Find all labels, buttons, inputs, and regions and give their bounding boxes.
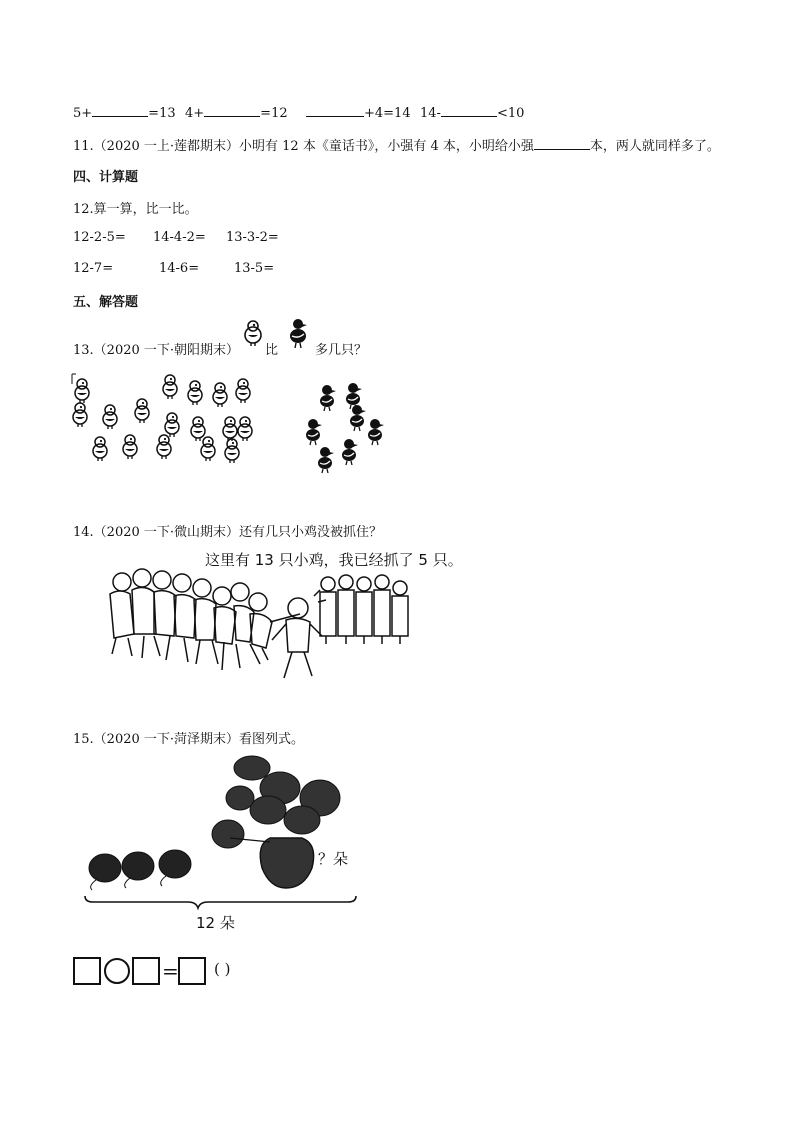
q13-question: 13.（2020 一下·朝阳期末） xyxy=(73,343,240,358)
q12-expression: 14-4-2= xyxy=(153,230,206,245)
q15-total-label: 12 朵 xyxy=(196,914,235,932)
q12-expression: 12-7= xyxy=(73,261,114,276)
chick-icon xyxy=(225,439,239,463)
flowers-vase-illustration xyxy=(80,758,360,908)
q10-equation-4: 14- <10 xyxy=(420,106,525,121)
chick-icon xyxy=(163,375,177,399)
section-title-word-problems: 五、解答题 xyxy=(73,295,139,310)
answer-blank[interactable] xyxy=(204,104,260,117)
duckling-icon xyxy=(320,385,336,411)
duckling-icon xyxy=(346,383,362,409)
duckling-icon xyxy=(318,447,334,473)
chick-icon xyxy=(165,413,179,437)
q12-expression: 12-2-5= xyxy=(73,230,126,245)
equals-sign: = xyxy=(162,959,179,983)
chick-icon xyxy=(135,399,149,423)
q11-question: 11.（2020 一上·莲都期末）小明有 12 本《童话书》，小强有 4 本，小明给小强 本，两人就同样多了。 xyxy=(73,139,720,154)
answer-blank[interactable] xyxy=(92,104,148,117)
q14-question: 14.（2020 一下·微山期末）还有几只小鸡没被抓住？ xyxy=(73,525,383,540)
q13-duckling-group xyxy=(295,380,405,475)
answer-box[interactable] xyxy=(178,957,206,985)
q12-stem: 12.算一算，比一比。 xyxy=(73,202,198,217)
chick-icon xyxy=(201,437,215,461)
q12-expression: 13-3-2= xyxy=(226,230,279,245)
chick-icon xyxy=(157,435,171,459)
chick-icon xyxy=(236,379,250,403)
q10-equation-1: 5+ =13 xyxy=(73,106,176,121)
duckling-icon xyxy=(287,318,309,348)
chick-icon xyxy=(73,403,87,427)
duckling-icon xyxy=(306,419,322,445)
answer-box[interactable] xyxy=(132,957,160,985)
answer-box[interactable] xyxy=(73,957,101,985)
q10-equation-3: +4=14 xyxy=(306,104,411,121)
unit-parentheses[interactable]: ( ) xyxy=(214,960,231,978)
chick-icon xyxy=(213,383,227,407)
chick-icon xyxy=(93,437,107,461)
chick-icon xyxy=(123,435,137,459)
answer-blank[interactable] xyxy=(534,137,590,150)
q14-speech-text: 这里有 13 只小鸡，我已经抓了 5 只。 xyxy=(205,551,463,569)
answer-blank[interactable] xyxy=(306,104,364,117)
q12-expression: 14-6= xyxy=(159,261,200,276)
chick-icon xyxy=(75,379,89,403)
chick-icon xyxy=(188,381,202,405)
chick-icon xyxy=(103,405,117,429)
q12-expression: 13-5= xyxy=(234,261,275,276)
q10-equation-2: 4+ =12 xyxy=(185,106,288,121)
chick-icon xyxy=(223,417,237,441)
children-playing-illustration xyxy=(100,566,412,686)
chick-icon xyxy=(242,320,264,346)
q13-chick-group xyxy=(70,372,270,472)
q15-question: 15.（2020 一下·菏泽期末）看图列式。 xyxy=(73,732,305,747)
section-title-calculation: 四、计算题 xyxy=(73,170,139,185)
answer-blank[interactable] xyxy=(441,104,497,117)
duckling-icon xyxy=(350,405,366,431)
q13-compare-word: 比 xyxy=(265,343,279,358)
chick-icon xyxy=(238,417,252,441)
duckling-icon xyxy=(342,439,358,465)
q15-unknown-label: ？朵 xyxy=(318,850,349,868)
chick-icon xyxy=(191,417,205,441)
operator-circle[interactable] xyxy=(104,958,130,984)
q13-compare-end: 多几只？ xyxy=(315,343,368,358)
duckling-icon xyxy=(368,419,384,445)
